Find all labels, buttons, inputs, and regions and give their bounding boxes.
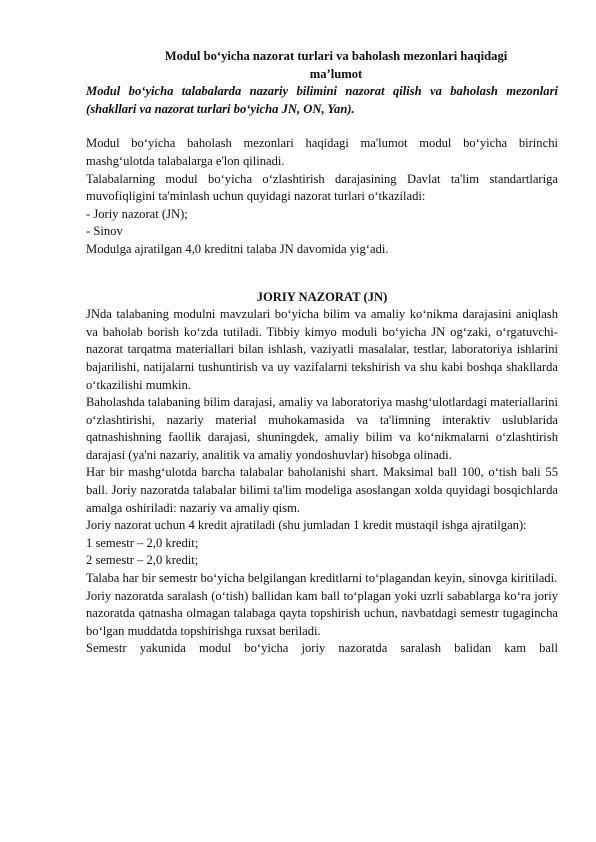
intro-paragraph-3: Modulga ajratilgan 4,0 kreditni talaba JN davomida yig‘adi. [86,241,389,256]
intro-list-item-1: - Joriy nazorat (JN); [86,206,188,221]
section-paragraph-7: Semestr yakunida modul bo‘yicha joriy nazoratda saralash balidan kam ball [86,641,558,656]
document-subtitle: Modul bo‘yicha talabalarda nazariy bilimini nazorat qilish va baholash mezonlari (shakllari va nazorat turlari bo‘yicha JN, ON, Yan). [86,84,558,116]
section-paragraph-5: Talaba har bir semestr bo‘yicha belgilangan kreditlarni to‘plagandan keyin, sinovga kiritiladi. [86,571,558,586]
section-list-item-1: 1 semestr – 2,0 kredit; [86,535,199,550]
title-line-1: Modul bo‘yicha nazorat turlari va baholash mezonlari haqidagi [164,49,508,63]
section-paragraph-2: Baholashda talabaning bilim darajasi, amaliy va laboratoriya mashg‘ulotlardagi materiallarini o‘zlashtirishi, nazariy material muhokamasida va ta'limning interaktiv uslublarida qatnashishning faollik darajasi, shuningdek, amaliy bilim va ko‘nikmalarni o‘zlashtirish darajasi (ya'ni nazariy, analitik va amaliy yondoshuvlar) hisobga olinadi. [86,395,558,462]
intro-paragraph-2: Talabalarning modul bo‘yicha o‘zlashtirish darajasining Davlat ta'lim standartlariga muvofiqligini ta'minlash uchun quyidagi nazorat turlari o‘tkaziladi: [86,171,558,204]
document-page [86,48,558,676]
section-paragraph-6: Joriy nazoratda saralash (o‘tish) ballidan kam ball to‘plagan yoki uzrli sabablarga ko‘ra joriy nazoratda qatnasha olmagan talabaga qayta topshirish uchun, navbatdagi semestr tugagincha bo‘lgan muddatda topshirishga ruxsat beriladi. [86,588,558,638]
spacer [86,118,558,135]
section-paragraph-1: JNda talabaning modulni mavzulari bo‘yicha bilim va amaliy ko‘nikma darajasini aniqlash va baholab borish ko‘zda tutiladi. Tibbiy kimyo moduli bo‘yicha JN og‘zaki, o‘rgatuvchi-nazorat tarqatma materiallari bilan ishlash, vaziyatli masalalar, testlar, laboratoriya ishlarini bajarilishi, natijalarni tushuntirish va uy vazifalarni tekshirish va shu kabi boshqa shakllarda o‘tkazilishi mumkin. [86,307,558,392]
section-paragraph-3: Har bir mashg‘ulotda barcha talabalar baholanishi shart. Maksimal ball 100, o‘tish bali 55 ball. Joriy nazoratda talabalar bilimi ta'lim modeliga asoslangan xolda quyidagi bosqichlarda amalga oshiriladi: nazariy va amaliy qism. [86,465,558,515]
section-paragraph-4: Joriy nazorat uchun 4 kredit ajratiladi (shu jumladan 1 kredit mustaqil ishga ajratilgan): [86,518,527,533]
section-heading: JORIY NAZORAT (JN) [256,289,388,304]
title-line-2: ma’lumot [309,66,363,81]
section-list-item-2: 2 semestr – 2,0 kredit; [86,553,199,568]
intro-list-item-2: - Sinov [86,224,123,239]
document-title [86,48,558,83]
spacer [86,259,558,289]
intro-paragraph-1: Modul bo‘yicha baholash mezonlari haqidagi ma'lumot modul bo‘yicha birinchi mashg‘ulotda talabalarga e'lon qilinadi. [86,136,558,168]
